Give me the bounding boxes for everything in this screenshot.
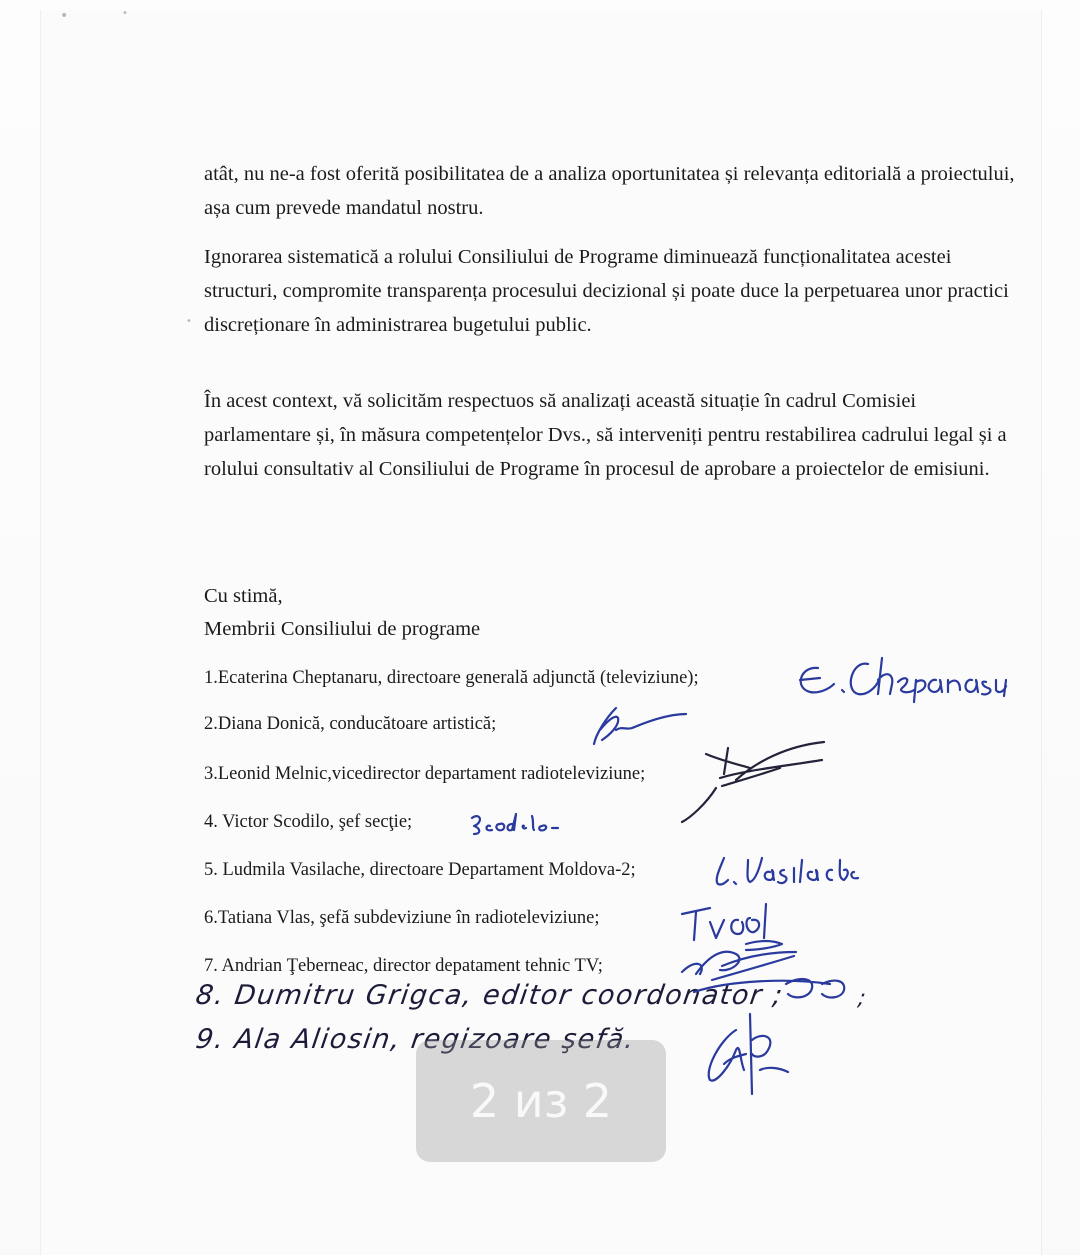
- signature-9: [690, 1010, 790, 1100]
- signature-3: [676, 740, 836, 830]
- semicolon-mark: ;: [856, 986, 869, 1011]
- member-line-3: 3.Leonid Melnic,vicedirector departament radioteleviziune;: [204, 764, 646, 784]
- scan-speck: •: [186, 316, 192, 327]
- handwritten-member-9: 9. Ala Aliosin, regizoare şefă.: [193, 1024, 638, 1055]
- scan-speck: •: [60, 8, 69, 24]
- closing-greeting: Cu stimă,: [204, 585, 283, 607]
- member-line-6: 6.Tatiana Vlas, şefă subdeviziune în radioteleviziune;: [204, 908, 600, 928]
- signature-5: [710, 852, 870, 892]
- handwritten-member-8: 8. Dumitru Grigca, editor coordonator ;: [193, 980, 786, 1011]
- paragraph-1: atât, nu ne-a fost oferită posibilitatea de a analiza oportunitatea și relevanța editorială a proiectului, așa cum prevede mandatul nostru.: [204, 163, 1015, 219]
- member-line-7: 7. Andrian Ţeberneac, director depatament tehnic TV;: [204, 956, 603, 976]
- member-line-5: 5. Ludmila Vasilache, directoare Departament Moldova-2;: [204, 860, 636, 880]
- member-line-1: 1.Ecaterina Cheptanaru, directoare generală adjunctă (televiziune);: [204, 668, 699, 688]
- paragraph-3: În acest context, vă solicităm respectuos să analizați această situație în cadrul Comisiei parlamentare și, în măsura competențelor Dvs., să interveniți pentru restabilirea cadrului legal și a rolului consultativ al Consiliului de Programe în procesul de aprobare a proiectelor de emisiuni.: [204, 390, 1007, 480]
- scan-speck: •: [122, 8, 128, 19]
- signature-1: [790, 650, 1030, 710]
- signature-8-strike: [690, 970, 860, 1010]
- member-line-2: 2.Diana Donică, conducătoare artistică;: [204, 714, 497, 734]
- member-line-4: 4. Victor Scodilo, şef secţie;: [204, 812, 413, 832]
- page-indicator: 2 из 2: [416, 1040, 666, 1162]
- signature-4: [466, 808, 566, 840]
- signatory-group: Membrii Consiliului de programe: [204, 618, 481, 640]
- paragraph-2: Ignorarea sistematică a rolului Consiliului de Programe diminuează funcționalitatea acestei structuri, compromite transparența procesului decizional și poate duce la perpetuarea unor practici discreționare în administrarea bugetului public.: [204, 246, 1009, 336]
